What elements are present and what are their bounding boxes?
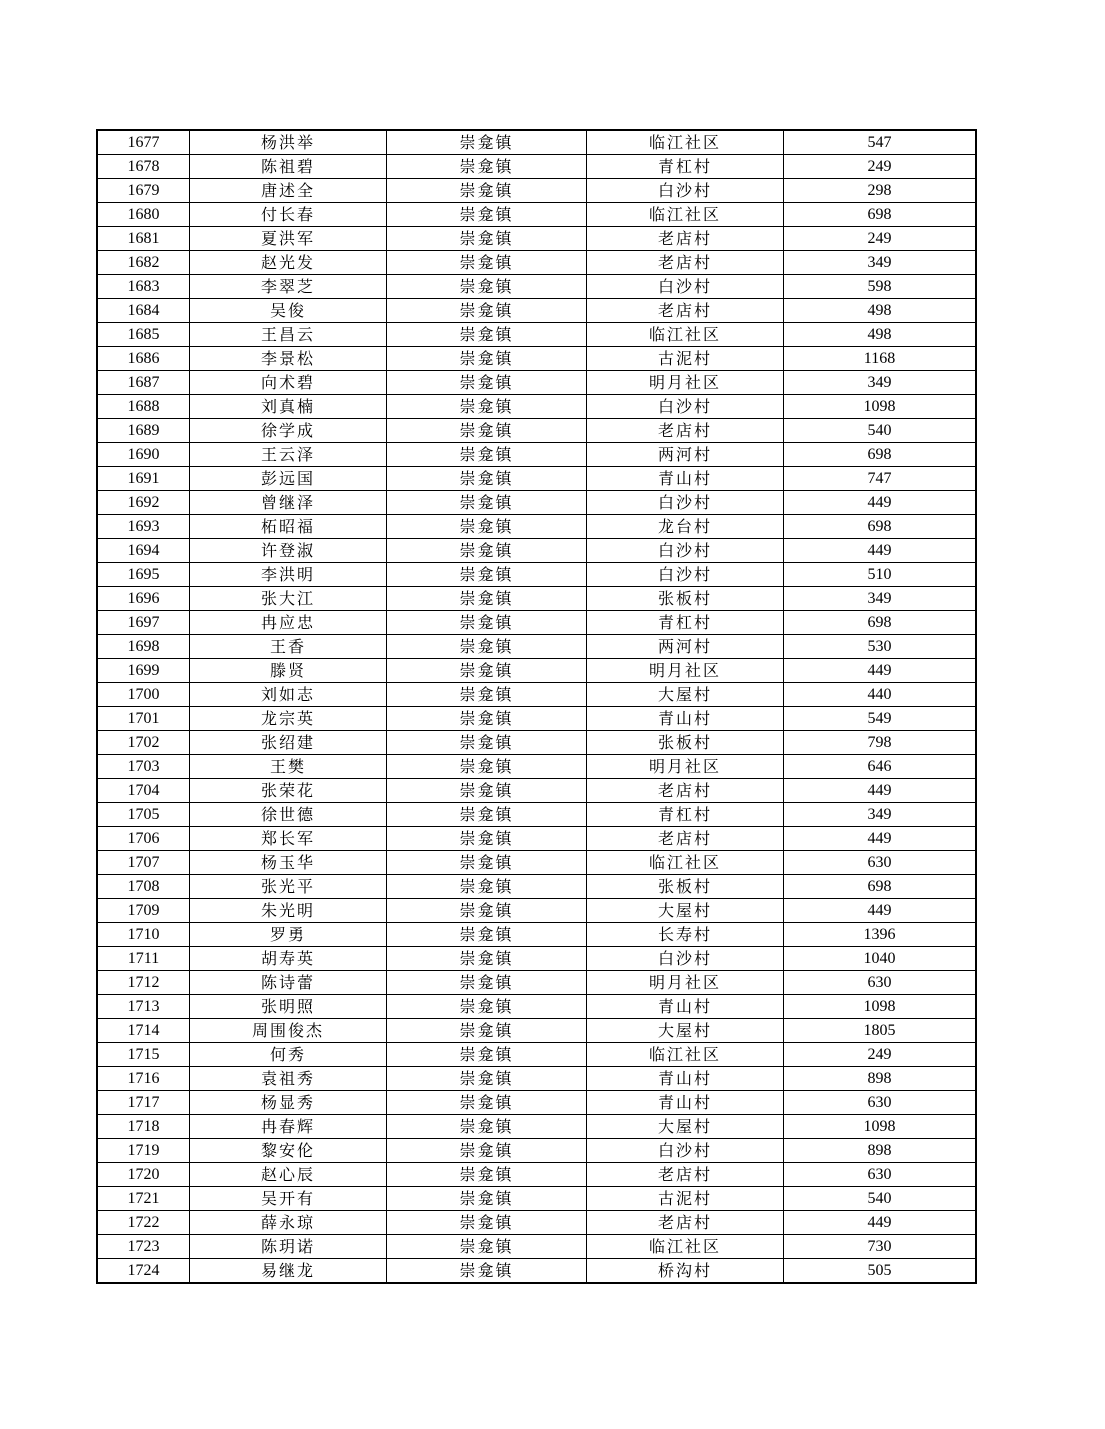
serial-number-cell: 1689 [97, 419, 190, 443]
name-cell: 王云泽 [190, 443, 387, 467]
table-row [97, 419, 976, 443]
village-cell: 青杠村 [587, 803, 784, 827]
amount-cell: 449 [784, 539, 977, 563]
amount-cell: 1396 [784, 923, 977, 947]
name-cell: 张荣花 [190, 779, 387, 803]
village-cell: 临江社区 [587, 203, 784, 227]
serial-number-cell: 1677 [97, 130, 190, 155]
amount-cell: 730 [784, 1235, 977, 1259]
amount-cell: 440 [784, 683, 977, 707]
amount-cell: 598 [784, 275, 977, 299]
amount-cell: 249 [784, 227, 977, 251]
village-cell: 张板村 [587, 587, 784, 611]
name-cell: 袁祖秀 [190, 1067, 387, 1091]
amount-cell: 549 [784, 707, 977, 731]
village-cell: 青山村 [587, 1067, 784, 1091]
serial-number-cell: 1714 [97, 1019, 190, 1043]
village-cell: 白沙村 [587, 491, 784, 515]
table-row [97, 1235, 976, 1259]
serial-number-cell: 1711 [97, 947, 190, 971]
name-cell: 李景松 [190, 347, 387, 371]
name-cell: 朱光明 [190, 899, 387, 923]
serial-number-cell: 1722 [97, 1211, 190, 1235]
town-cell: 崇龛镇 [387, 1115, 587, 1139]
serial-number-cell: 1713 [97, 995, 190, 1019]
amount-cell: 349 [784, 587, 977, 611]
town-cell: 崇龛镇 [387, 587, 587, 611]
serial-number-cell: 1692 [97, 491, 190, 515]
name-cell: 李洪明 [190, 563, 387, 587]
village-cell: 龙台村 [587, 515, 784, 539]
village-cell: 白沙村 [587, 179, 784, 203]
amount-cell: 630 [784, 851, 977, 875]
town-cell: 崇龛镇 [387, 635, 587, 659]
amount-cell: 547 [784, 130, 977, 155]
town-cell: 崇龛镇 [387, 683, 587, 707]
village-cell: 张板村 [587, 731, 784, 755]
town-cell: 崇龛镇 [387, 1235, 587, 1259]
town-cell: 崇龛镇 [387, 299, 587, 323]
town-cell: 崇龛镇 [387, 539, 587, 563]
name-cell: 吴开有 [190, 1187, 387, 1211]
amount-cell: 349 [784, 371, 977, 395]
table-row [97, 659, 976, 683]
village-cell: 老店村 [587, 299, 784, 323]
town-cell: 崇龛镇 [387, 1187, 587, 1211]
serial-number-cell: 1678 [97, 155, 190, 179]
village-cell: 长寿村 [587, 923, 784, 947]
amount-cell: 449 [784, 1211, 977, 1235]
table-row [97, 395, 976, 419]
village-cell: 明月社区 [587, 971, 784, 995]
village-cell: 古泥村 [587, 1187, 784, 1211]
table-row [97, 1187, 976, 1211]
name-cell: 易继龙 [190, 1259, 387, 1284]
village-cell: 老店村 [587, 827, 784, 851]
table-row [97, 851, 976, 875]
amount-cell: 898 [784, 1067, 977, 1091]
table-row [97, 995, 976, 1019]
serial-number-cell: 1704 [97, 779, 190, 803]
village-cell: 白沙村 [587, 275, 784, 299]
name-cell: 黎安伦 [190, 1139, 387, 1163]
town-cell: 崇龛镇 [387, 995, 587, 1019]
serial-number-cell: 1719 [97, 1139, 190, 1163]
name-cell: 张光平 [190, 875, 387, 899]
name-cell: 柘昭福 [190, 515, 387, 539]
serial-number-cell: 1718 [97, 1115, 190, 1139]
amount-cell: 540 [784, 1187, 977, 1211]
village-cell: 大屋村 [587, 899, 784, 923]
serial-number-cell: 1696 [97, 587, 190, 611]
village-cell: 青山村 [587, 707, 784, 731]
village-cell: 临江社区 [587, 130, 784, 155]
town-cell: 崇龛镇 [387, 827, 587, 851]
name-cell: 彭远国 [190, 467, 387, 491]
village-cell: 白沙村 [587, 1139, 784, 1163]
table-row [97, 923, 976, 947]
name-cell: 刘如志 [190, 683, 387, 707]
amount-cell: 798 [784, 731, 977, 755]
name-cell: 陈祖碧 [190, 155, 387, 179]
town-cell: 崇龛镇 [387, 779, 587, 803]
table-row [97, 1139, 976, 1163]
table-row [97, 899, 976, 923]
town-cell: 崇龛镇 [387, 1067, 587, 1091]
table-row [97, 299, 976, 323]
amount-cell: 1040 [784, 947, 977, 971]
table-row [97, 1211, 976, 1235]
town-cell: 崇龛镇 [387, 1211, 587, 1235]
amount-cell: 249 [784, 1043, 977, 1067]
table-row [97, 515, 976, 539]
amount-cell: 530 [784, 635, 977, 659]
table-row [97, 203, 976, 227]
name-cell: 赵光发 [190, 251, 387, 275]
table-row [97, 1259, 976, 1284]
table-row [97, 130, 976, 155]
serial-number-cell: 1683 [97, 275, 190, 299]
amount-cell: 646 [784, 755, 977, 779]
table-row [97, 755, 976, 779]
table-row [97, 707, 976, 731]
town-cell: 崇龛镇 [387, 419, 587, 443]
amount-cell: 510 [784, 563, 977, 587]
village-cell: 桥沟村 [587, 1259, 784, 1284]
name-cell: 刘真楠 [190, 395, 387, 419]
serial-number-cell: 1707 [97, 851, 190, 875]
serial-number-cell: 1699 [97, 659, 190, 683]
name-cell: 张明照 [190, 995, 387, 1019]
name-cell: 杨显秀 [190, 1091, 387, 1115]
serial-number-cell: 1708 [97, 875, 190, 899]
village-cell: 临江社区 [587, 851, 784, 875]
serial-number-cell: 1684 [97, 299, 190, 323]
table-row [97, 563, 976, 587]
name-cell: 薛永琼 [190, 1211, 387, 1235]
amount-cell: 630 [784, 971, 977, 995]
serial-number-cell: 1700 [97, 683, 190, 707]
amount-cell: 1098 [784, 395, 977, 419]
village-cell: 青山村 [587, 467, 784, 491]
table-row [97, 491, 976, 515]
amount-cell: 630 [784, 1091, 977, 1115]
name-cell: 王樊 [190, 755, 387, 779]
name-cell: 徐学成 [190, 419, 387, 443]
table-row [97, 371, 976, 395]
name-cell: 陈诗蕾 [190, 971, 387, 995]
village-cell: 明月社区 [587, 659, 784, 683]
amount-cell: 1805 [784, 1019, 977, 1043]
amount-cell: 498 [784, 323, 977, 347]
amount-cell: 1098 [784, 995, 977, 1019]
table-row [97, 635, 976, 659]
serial-number-cell: 1681 [97, 227, 190, 251]
amount-cell: 1168 [784, 347, 977, 371]
town-cell: 崇龛镇 [387, 611, 587, 635]
table-row [97, 1115, 976, 1139]
village-cell: 临江社区 [587, 1235, 784, 1259]
serial-number-cell: 1724 [97, 1259, 190, 1284]
serial-number-cell: 1703 [97, 755, 190, 779]
table-row [97, 1019, 976, 1043]
serial-number-cell: 1716 [97, 1067, 190, 1091]
town-cell: 崇龛镇 [387, 130, 587, 155]
serial-number-cell: 1715 [97, 1043, 190, 1067]
table-row [97, 443, 976, 467]
name-cell: 杨洪举 [190, 130, 387, 155]
amount-cell: 698 [784, 515, 977, 539]
village-cell: 白沙村 [587, 539, 784, 563]
name-cell: 杨玉华 [190, 851, 387, 875]
serial-number-cell: 1688 [97, 395, 190, 419]
village-cell: 老店村 [587, 1211, 784, 1235]
town-cell: 崇龛镇 [387, 851, 587, 875]
serial-number-cell: 1712 [97, 971, 190, 995]
village-cell: 青杠村 [587, 611, 784, 635]
village-cell: 两河村 [587, 635, 784, 659]
serial-number-cell: 1709 [97, 899, 190, 923]
name-cell: 张绍建 [190, 731, 387, 755]
amount-cell: 349 [784, 803, 977, 827]
village-cell: 大屋村 [587, 1115, 784, 1139]
serial-number-cell: 1705 [97, 803, 190, 827]
village-cell: 明月社区 [587, 755, 784, 779]
serial-number-cell: 1695 [97, 563, 190, 587]
table-row [97, 179, 976, 203]
village-cell: 老店村 [587, 1163, 784, 1187]
town-cell: 崇龛镇 [387, 371, 587, 395]
town-cell: 崇龛镇 [387, 563, 587, 587]
serial-number-cell: 1685 [97, 323, 190, 347]
amount-cell: 540 [784, 419, 977, 443]
amount-cell: 898 [784, 1139, 977, 1163]
serial-number-cell: 1686 [97, 347, 190, 371]
amount-cell: 1098 [784, 1115, 977, 1139]
town-cell: 崇龛镇 [387, 659, 587, 683]
town-cell: 崇龛镇 [387, 1043, 587, 1067]
town-cell: 崇龛镇 [387, 1019, 587, 1043]
village-cell: 老店村 [587, 251, 784, 275]
name-cell: 滕贤 [190, 659, 387, 683]
table-row [97, 467, 976, 491]
village-cell: 大屋村 [587, 683, 784, 707]
name-cell: 张大江 [190, 587, 387, 611]
town-cell: 崇龛镇 [387, 347, 587, 371]
town-cell: 崇龛镇 [387, 1163, 587, 1187]
town-cell: 崇龛镇 [387, 203, 587, 227]
table-row [97, 347, 976, 371]
serial-number-cell: 1680 [97, 203, 190, 227]
town-cell: 崇龛镇 [387, 395, 587, 419]
village-cell: 老店村 [587, 419, 784, 443]
name-cell: 郑长军 [190, 827, 387, 851]
town-cell: 崇龛镇 [387, 1259, 587, 1284]
name-cell: 周围俊杰 [190, 1019, 387, 1043]
village-cell: 临江社区 [587, 1043, 784, 1067]
town-cell: 崇龛镇 [387, 899, 587, 923]
town-cell: 崇龛镇 [387, 467, 587, 491]
town-cell: 崇龛镇 [387, 731, 587, 755]
table-row [97, 155, 976, 179]
village-cell: 大屋村 [587, 1019, 784, 1043]
table-row [97, 683, 976, 707]
table-row [97, 587, 976, 611]
amount-cell: 698 [784, 203, 977, 227]
town-cell: 崇龛镇 [387, 179, 587, 203]
table-row [97, 539, 976, 563]
name-cell: 李翠芝 [190, 275, 387, 299]
table-row [97, 275, 976, 299]
name-cell: 胡寿英 [190, 947, 387, 971]
town-cell: 崇龛镇 [387, 875, 587, 899]
name-cell: 王昌云 [190, 323, 387, 347]
name-cell: 夏洪军 [190, 227, 387, 251]
town-cell: 崇龛镇 [387, 491, 587, 515]
amount-cell: 698 [784, 875, 977, 899]
table-row [97, 947, 976, 971]
name-cell: 赵心辰 [190, 1163, 387, 1187]
name-cell: 向术碧 [190, 371, 387, 395]
name-cell: 唐述全 [190, 179, 387, 203]
table-row [97, 803, 976, 827]
village-cell: 两河村 [587, 443, 784, 467]
town-cell: 崇龛镇 [387, 227, 587, 251]
village-cell: 青山村 [587, 995, 784, 1019]
amount-cell: 349 [784, 251, 977, 275]
name-cell: 罗勇 [190, 923, 387, 947]
serial-number-cell: 1701 [97, 707, 190, 731]
roster-table-body [97, 130, 976, 1283]
name-cell: 冉应忠 [190, 611, 387, 635]
village-cell: 白沙村 [587, 947, 784, 971]
amount-cell: 449 [784, 899, 977, 923]
serial-number-cell: 1694 [97, 539, 190, 563]
name-cell: 王香 [190, 635, 387, 659]
serial-number-cell: 1679 [97, 179, 190, 203]
table-row [97, 611, 976, 635]
village-cell: 青杠村 [587, 155, 784, 179]
amount-cell: 449 [784, 491, 977, 515]
name-cell: 吴俊 [190, 299, 387, 323]
town-cell: 崇龛镇 [387, 1091, 587, 1115]
town-cell: 崇龛镇 [387, 971, 587, 995]
amount-cell: 698 [784, 611, 977, 635]
name-cell: 付长春 [190, 203, 387, 227]
name-cell: 许登淑 [190, 539, 387, 563]
table-row [97, 1091, 976, 1115]
serial-number-cell: 1697 [97, 611, 190, 635]
village-cell: 古泥村 [587, 347, 784, 371]
town-cell: 崇龛镇 [387, 923, 587, 947]
table-row [97, 971, 976, 995]
serial-number-cell: 1690 [97, 443, 190, 467]
amount-cell: 698 [784, 443, 977, 467]
name-cell: 陈玥诺 [190, 1235, 387, 1259]
serial-number-cell: 1710 [97, 923, 190, 947]
table-row [97, 1043, 976, 1067]
table-row [97, 1163, 976, 1187]
table-row [97, 827, 976, 851]
town-cell: 崇龛镇 [387, 1139, 587, 1163]
table-row [97, 875, 976, 899]
table-row [97, 1067, 976, 1091]
town-cell: 崇龛镇 [387, 275, 587, 299]
table-row [97, 227, 976, 251]
village-cell: 老店村 [587, 779, 784, 803]
serial-number-cell: 1721 [97, 1187, 190, 1211]
serial-number-cell: 1698 [97, 635, 190, 659]
serial-number-cell: 1717 [97, 1091, 190, 1115]
village-cell: 老店村 [587, 227, 784, 251]
table-row [97, 731, 976, 755]
serial-number-cell: 1693 [97, 515, 190, 539]
name-cell: 龙宗英 [190, 707, 387, 731]
serial-number-cell: 1702 [97, 731, 190, 755]
name-cell: 冉春辉 [190, 1115, 387, 1139]
amount-cell: 249 [784, 155, 977, 179]
serial-number-cell: 1682 [97, 251, 190, 275]
serial-number-cell: 1691 [97, 467, 190, 491]
amount-cell: 449 [784, 659, 977, 683]
town-cell: 崇龛镇 [387, 755, 587, 779]
amount-cell: 449 [784, 827, 977, 851]
serial-number-cell: 1723 [97, 1235, 190, 1259]
name-cell: 徐世德 [190, 803, 387, 827]
town-cell: 崇龛镇 [387, 443, 587, 467]
town-cell: 崇龛镇 [387, 947, 587, 971]
town-cell: 崇龛镇 [387, 155, 587, 179]
village-cell: 青山村 [587, 1091, 784, 1115]
serial-number-cell: 1687 [97, 371, 190, 395]
town-cell: 崇龛镇 [387, 251, 587, 275]
amount-cell: 449 [784, 779, 977, 803]
serial-number-cell: 1706 [97, 827, 190, 851]
town-cell: 崇龛镇 [387, 803, 587, 827]
town-cell: 崇龛镇 [387, 515, 587, 539]
town-cell: 崇龛镇 [387, 707, 587, 731]
village-cell: 白沙村 [587, 563, 784, 587]
table-row [97, 323, 976, 347]
roster-table [96, 129, 977, 1284]
table-row [97, 779, 976, 803]
village-cell: 明月社区 [587, 371, 784, 395]
name-cell: 何秀 [190, 1043, 387, 1067]
amount-cell: 747 [784, 467, 977, 491]
amount-cell: 498 [784, 299, 977, 323]
village-cell: 白沙村 [587, 395, 784, 419]
village-cell: 张板村 [587, 875, 784, 899]
village-cell: 临江社区 [587, 323, 784, 347]
amount-cell: 630 [784, 1163, 977, 1187]
town-cell: 崇龛镇 [387, 323, 587, 347]
amount-cell: 298 [784, 179, 977, 203]
amount-cell: 505 [784, 1259, 977, 1284]
name-cell: 曾继泽 [190, 491, 387, 515]
table-row [97, 251, 976, 275]
serial-number-cell: 1720 [97, 1163, 190, 1187]
